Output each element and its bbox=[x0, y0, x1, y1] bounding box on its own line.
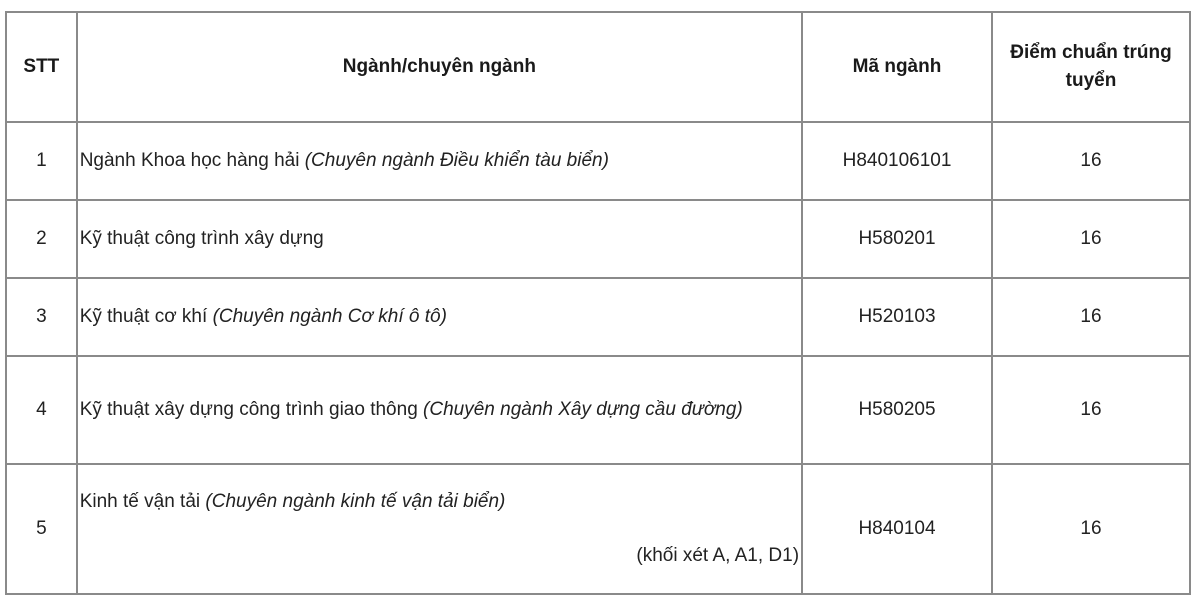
major-name: Kỹ thuật cơ khí bbox=[79, 306, 208, 328]
major-specialization: (Chuyên ngành Xây dựng cầu đường) bbox=[423, 399, 743, 421]
header-major: Ngành/chuyên ngành bbox=[77, 12, 802, 122]
row-code: H520103 bbox=[802, 278, 992, 356]
major-name: Kinh tế vận tải bbox=[79, 491, 201, 513]
major-specialization: (Chuyên ngành Cơ khí ô tô) bbox=[212, 306, 447, 328]
row-score: 16 bbox=[992, 278, 1190, 356]
table-header-row bbox=[6, 12, 1190, 122]
table-row bbox=[6, 200, 1190, 278]
major-name: Kỹ thuật xây dựng công trình giao thông bbox=[79, 399, 418, 421]
admission-scores-table bbox=[5, 11, 1191, 595]
row-major-cell bbox=[77, 200, 802, 278]
table-row bbox=[6, 278, 1190, 356]
row-code: H580205 bbox=[802, 356, 992, 464]
row-major-cell bbox=[77, 464, 802, 594]
table-row bbox=[6, 356, 1190, 464]
row-stt: 5 bbox=[6, 464, 77, 594]
major-specialization: (Chuyên ngành Điều khiển tàu biển) bbox=[304, 150, 609, 172]
header-score: Điểm chuẩn trúng tuyển bbox=[992, 12, 1190, 122]
row-score: 16 bbox=[992, 356, 1190, 464]
header-stt: STT bbox=[6, 12, 77, 122]
row-major-cell bbox=[77, 122, 802, 200]
row-code: H840104 bbox=[802, 464, 992, 594]
row-score: 16 bbox=[992, 200, 1190, 278]
major-name: Ngành Khoa học hàng hải bbox=[79, 150, 300, 172]
row-major-cell bbox=[77, 278, 802, 356]
row-code: H580201 bbox=[802, 200, 992, 278]
row-stt: 1 bbox=[6, 122, 77, 200]
table-row bbox=[6, 122, 1190, 200]
exam-block-note: (khối xét A, A1, D1) bbox=[636, 545, 800, 566]
header-code: Mã ngành bbox=[802, 12, 992, 122]
row-code: H840106101 bbox=[802, 122, 992, 200]
row-major-cell bbox=[77, 356, 802, 464]
row-score: 16 bbox=[992, 122, 1190, 200]
row-stt: 4 bbox=[6, 356, 77, 464]
major-name: Kỹ thuật công trình xây dựng bbox=[79, 228, 324, 250]
table-row bbox=[6, 464, 1190, 594]
row-score: 16 bbox=[992, 464, 1190, 594]
row-stt: 2 bbox=[6, 200, 77, 278]
major-specialization: (Chuyên ngành kinh tế vận tải biển) bbox=[205, 491, 506, 513]
row-stt: 3 bbox=[6, 278, 77, 356]
